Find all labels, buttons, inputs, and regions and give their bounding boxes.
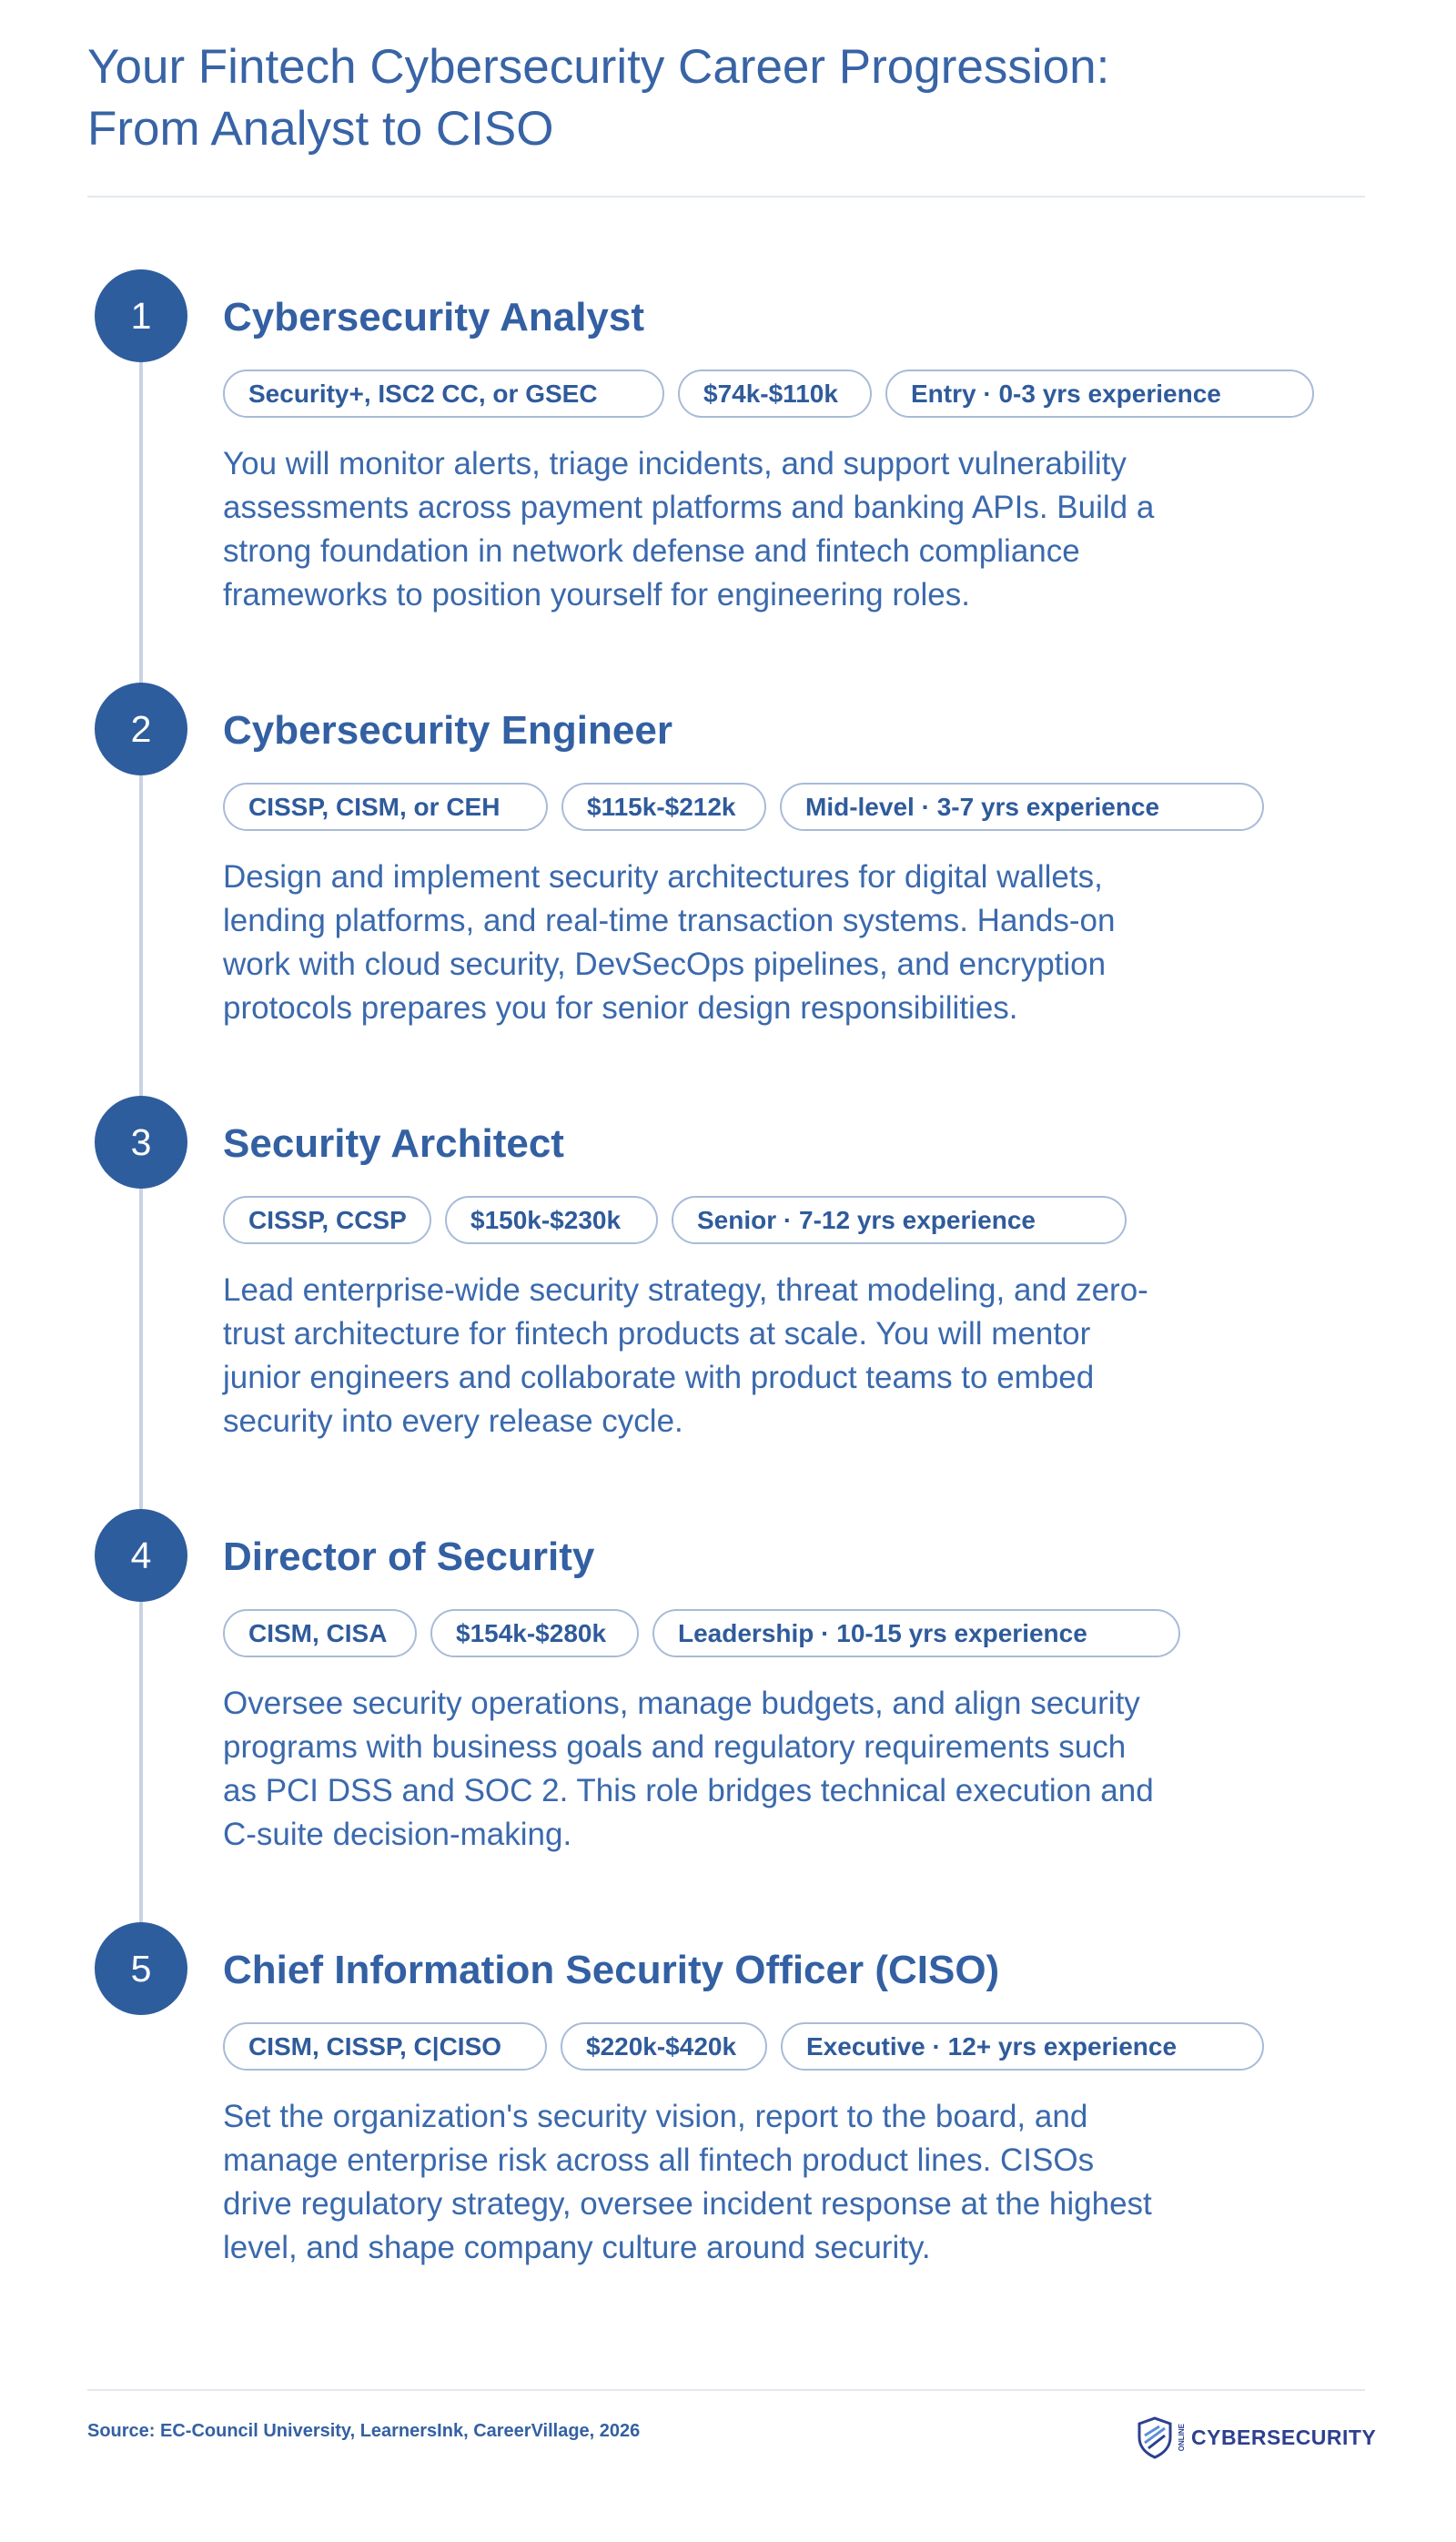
page-title-line-2: From Analyst to CISO	[87, 102, 554, 156]
salary-tag: $74k-$110k	[678, 370, 872, 418]
source-citation: Source: EC-Council University, LearnersInk, CareerVillage, 2026	[87, 2421, 641, 2441]
footer-divider	[87, 2389, 1365, 2391]
step-tags	[223, 783, 1264, 831]
experience-level-tag: Leadership · 10-15 yrs experience	[652, 1609, 1180, 1657]
step-number-badge: 4	[95, 1509, 187, 1602]
certifications-tag: CISSP, CISM, or CEH	[223, 783, 548, 831]
step-number-badge: 5	[95, 1922, 187, 2015]
certifications-tag: Security+, ISC2 CC, or GSEC	[223, 370, 664, 418]
step-title: Chief Information Security Officer (CISO)	[223, 1948, 1000, 1992]
header-divider	[87, 196, 1365, 197]
step-title: Cybersecurity Engineer	[223, 708, 672, 753]
step-description: Design and implement security architectures for digital wallets, lending platforms, and real-time transaction systems. Hands-on work with cloud security, DevSecOps pipelines, and encryption protocols prepares you for senior design responsibilities.	[223, 859, 1116, 1026]
experience-level-tag: Executive · 12+ yrs experience	[781, 2022, 1264, 2071]
step-title: Cybersecurity Analyst	[223, 295, 645, 339]
certifications-tag: CISM, CISA	[223, 1609, 417, 1657]
step-title: Director of Security	[223, 1534, 595, 1579]
step-description: You will monitor alerts, triage incidents, and support vulnerability assessments across payment platforms and banking APIs. Build a strong foundation in network defense and fintech compliance frameworks to position yourself for engineering roles.	[223, 446, 1155, 613]
page-title	[87, 36, 1361, 160]
shield-icon	[1136, 2415, 1174, 2459]
step-number-badge: 3	[95, 1096, 187, 1189]
step-tags	[223, 370, 1314, 418]
salary-tag: $220k-$420k	[561, 2022, 767, 2071]
salary-tag: $154k-$280k	[430, 1609, 639, 1657]
step-title: Security Architect	[223, 1121, 564, 1166]
step-number-badge: 1	[95, 269, 187, 362]
salary-tag: $150k-$230k	[445, 1196, 658, 1244]
certifications-tag: CISSP, CCSP	[223, 1196, 431, 1244]
brand-name: CYBERSECURITY	[1191, 2425, 1377, 2449]
page-title-line-1: Your Fintech Cybersecurity Career Progression:	[87, 40, 1110, 94]
salary-tag: $115k-$212k	[561, 783, 766, 831]
step-tags	[223, 1196, 1127, 1244]
experience-level-tag: Senior · 7-12 yrs experience	[672, 1196, 1127, 1244]
step-number-badge: 2	[95, 683, 187, 775]
brand-subtitle: ONLINE	[1178, 2423, 1186, 2452]
step-description: Set the organization's security vision, report to the board, and manage enterprise risk across all fintech product lines. CISOs drive regulatory strategy, oversee incident response at the highest level, and shape company culture around security.	[223, 2099, 1152, 2265]
experience-level-tag: Mid-level · 3-7 yrs experience	[780, 783, 1264, 831]
certifications-tag: CISM, CISSP, C|CISO	[223, 2022, 547, 2071]
brand-logo	[1136, 2415, 1376, 2459]
experience-level-tag: Entry · 0-3 yrs experience	[885, 370, 1314, 418]
step-tags	[223, 1609, 1180, 1657]
step-tags	[223, 2022, 1264, 2071]
step-description: Lead enterprise-wide security strategy, threat modeling, and zero-trust architecture for fintech products at scale. You will mentor junior engineers and collaborate with product teams to embed security into every release cycle.	[223, 1272, 1148, 1439]
step-description: Oversee security operations, manage budgets, and align security programs with business goals and regulatory requirements such as PCI DSS and SOC 2. This role bridges technical execution and C-suite decision-making.	[223, 1686, 1154, 1852]
